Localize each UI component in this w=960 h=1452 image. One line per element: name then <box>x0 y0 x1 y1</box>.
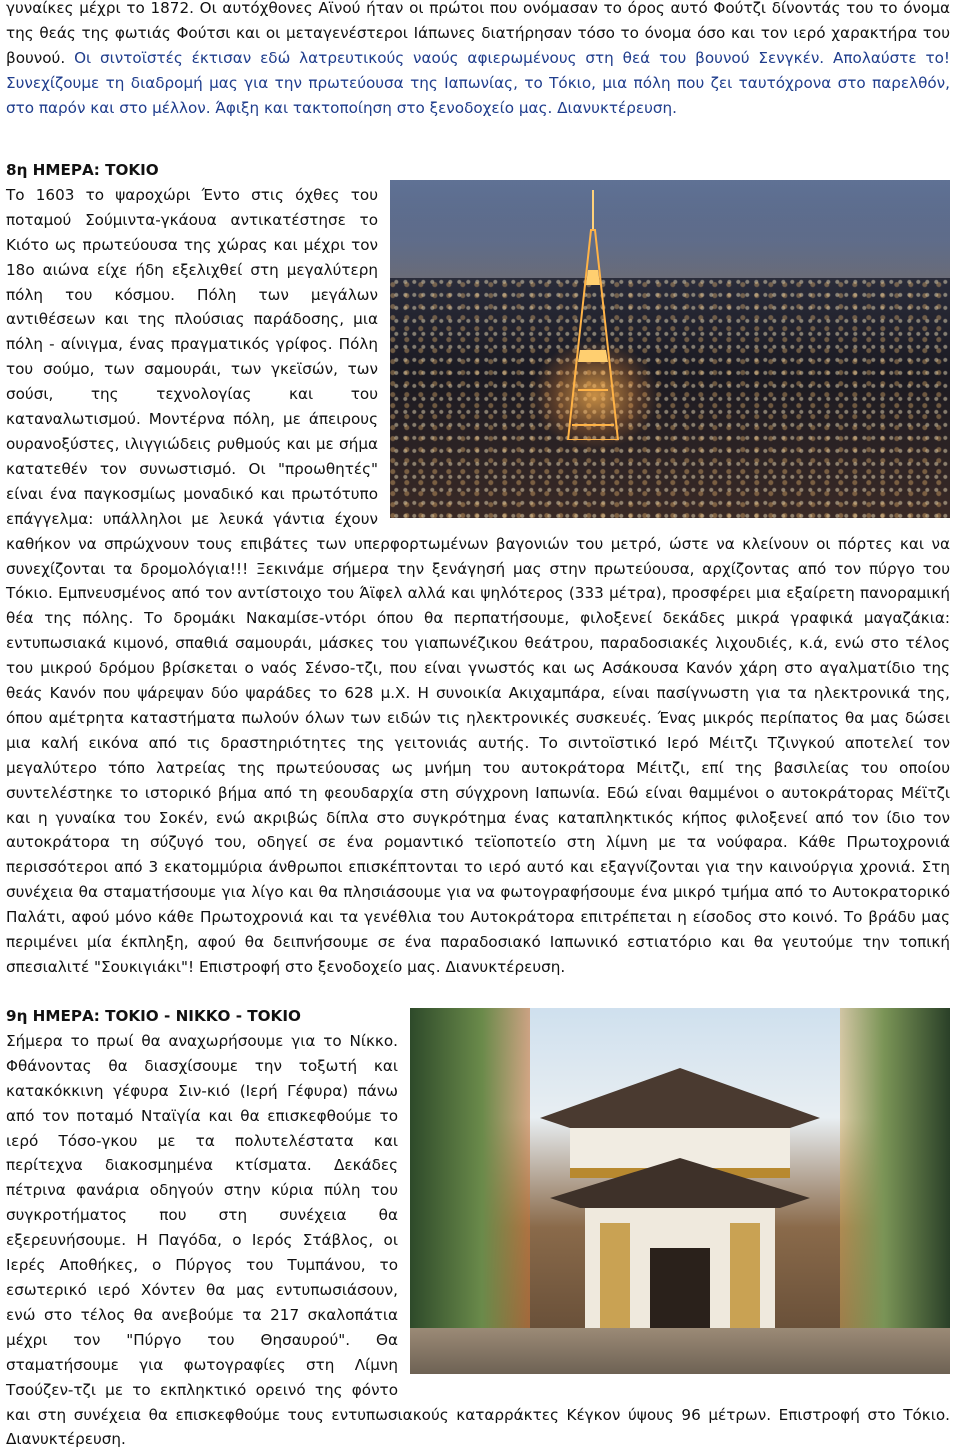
day9-text: Σήμερα το πρωί θα αναχωρήσουμε για το Νίκκο. Φθάνοντας θα διασχίσουμε την τοξωτή και κατακόκκινη γέφυρα Σιν-κιό (Ιερή Γέφυρα) πάνω από τον ποταμό Νταϊγία και θα επισκεφθούμε το ιερό Τόσο-γκου με τα πολυτελέστατα και περίτεχνα διακοσμημένα κτίσματα. Δεκάδες πέτρινα φανάρια οδηγούν στην κύρια πύλη του συγκροτήματος που στη συνέχεια θα εξερευνήσουμε. Η Παγόδα, ο Ιερός Στάβλος, οι Ιερές Αποθήκες, ο Πύργος του Τυμπάνου, το εσωτερικό ιερό Χόντεν θα μας εντυπωσιάσουν, ενώ στο τέλος θα ανεβούμε τα 217 σκαλοπάτια μέχρι τον "Πύργο του Θησαυρού". Θα σταματήσουμε για φωτογραφίες στη Λίμνη Τσούζεν-τζι με το εκπληκτικό ορεινό της φόντο και στη συνέχεια θα επισκεφθούμε τους εντυπωσιακούς καταρράκτες Κέγκον ύψους 96 μέτρων. Επιστροφή στο Τόκιο. Διανυκτέρευση. <box>6 1031 950 1449</box>
intro-text-1: γυναίκες μέχρι το 1872. Οι αυτόχθονες Αϊνού ήταν οι πρώτοι που ονόμασαν το όρος αυτό Φούτζι δίνοντάς του το όνομα της θεάς της φωτιάς Φούτσι και οι μεταγενέστεροι Ιάπωνες διατήρησαν τόσο το όνομα όσο και τον ιερό χαρακτήρα του βουνού. <box>6 0 950 67</box>
day9-section <box>6 1004 950 1452</box>
intro-text-3: Συνεχίζουμε τη διαδρομή μας για την πρωτεύουσα της Ιαπωνίας, το Τόκιο, μια πόλη που ζει ταυτόχρονα στο παρελθόν, στο παρόν και στο μέλλον. Άφιξη και τακτοποίηση στο ξενοδοχείο μας. Διανυκτέρευση. <box>6 73 950 117</box>
shrine-gate-icon <box>530 1048 830 1374</box>
day8-section <box>6 158 950 980</box>
day8-heading: 8η ΗΜΕΡΑ: ΤΟΚΙΟ <box>6 161 159 179</box>
tokyo-tower-icon <box>558 190 628 440</box>
intro-text-2: Οι σιντοϊστές έκτισαν εδώ λατρευτικούς ναούς αφιερωμένους στη θεά του βουνού Σενγκέν. Απολαύστε το! <box>74 48 951 67</box>
intro-paragraph <box>6 0 950 121</box>
day9-heading: 9η ΗΜΕΡΑ: ΤΟΚΙΟ - ΝΙΚΚΟ - ΤΟΚΙΟ <box>6 1007 301 1025</box>
intro-section <box>6 0 950 121</box>
day8-text: Το 1603 το ψαροχώρι Έντο στις όχθες του ποταμού Σούμιντα-γκάουα αντικατέστησε το Κιότο ως πρωτεύουσα της χώρας και μέχρι τον 18ο αιώνα είχε ήδη εξελιχθεί στη μεγαλύτερη πόλη του κόσμου. Πόλη των μεγάλων αντιθέσεων και της πλούσιας παράδοσης, μια πόλη - αίνιγμα, ένας πραγματικός γρίφος. Πόλη του σούμο, των σαμουράι, των γκεϊσών, των σούσι, της τεχνολογίας και του καταναλωτισμού. Μοντέρνα πόλη, με άπειρους ουρανοξύστες, ιλιγγιώδεις ρυθμούς και με σήμα κατατεθέν τον συνωστισμό. Οι "προωθητές" είναι ένα παγκοσμίως μοναδικό και πρωτότυπο επάγγελμα: υπάλληλοι με λευκά γάντια έχουν καθήκον να σπρώχνουν τους επιβάτες των υπερφορτωμένων βαγονιών του μετρό, ώστε να κλείνουν οι πόρτες και να συνεχίζονται τα δρομολόγια!!! Ξεκινάμε σήμερα την ξενάγησή μας στην πρωτεύουσα, αρχίζοντας από τον πύργο του Τόκιο. Εμπνευσμένος από τον αντίστοιχο του Άϊφελ αλλά και ψηλότερος (333 μέτρα), προσφέρει μια εξαίρετη πανοραμική θέα της πόλης. Το δρομάκι Νακαμίσε-ντόρι όπου θα περπατήσουμε, φιλοξενεί δεκάδες μικρά γραφικά μαγαζάκια: εντυπωσιακά κιμονό, σπαθιά σαμουράι, μάσκες του γιαπωνέζικου θεάτρου, παραδοσιακές λιχουδιές, κ.ά, ενώ στο τέλος του μικρού δρόμου βρίσκεται ο ναός Σένσο-τζι, που είναι γνωστός και ως Ασάκουσα Κανόν χάρη στο αγαλματίδιο της θεάς Κανόν που ψάρεψαν δύο ψαράδες το 628 μ.Χ. Η συνοικία Ακιχαμπάρα, είναι πασίγνωστη για τα ηλεκτρονικά της, όπου αμέτρητα καταστήματα πωλούν όλων των ειδών τις ηλεκτρονικές συσκευές. Ένας μικρός περίπατος θα μας δώσει μια καλή εικόνα από τις δραστηριότητες της γειτονιάς αυτής. Το σιντοϊστικό Ιερό Μέιτζι Τζινγκού αποτελεί τον μεγαλύτερο τόπο λατρείας της πρωτεύουσας ως μνήμη του αυτοκράτορα Μέιτζι, επί της βασιλείας του οποίου συντελέστηκε το ιστορικό βήμα από τη φεουδαρχία στη σύγχρονη Ιαπωνία. Εδώ είναι θαμμένοι ο αυτοκράτορας Μέϊτζι και η γυναίκα του Σοκέν, ενώ ακριβώς δίπλα στο συγκρότημα ένας καταπληκτικός κήπος φιλοξενεί από τον ίδιο τον αυτοκράτορα τη σύζυγό του, οδηγεί σε ένα ρομαντικό τεϊοποτείο στη λίμνη με τα νούφαρα. Κάθε Πρωτοχρονιά περισσότεροι από 3 εκατομμύρια άνθρωποι επισκέπτονται το ιερό αυτό και εξαγνίζονται για την καινούργια χρονιά. Στη συνέχεια θα σταματήσουμε για λίγο και θα πλησιάσουμε για να φωτογραφήσουμε ένα μικρό τμήμα από το Αυτοκρατορικό Παλάτι, αφού μόνο κάθε Πρωτοχρονιά και τα γενέθλια του Αυτοκράτορα επιτρέπεται η είσοδος στο κοινό. Το βράδυ μας περιμένει μία έκπληξη, αφού θα δειπνήσουμε σε ένα παραδοσιακό Ιαπωνικό εστιατόριο και θα γευτούμε την τοπική σπεσιαλιτέ "Σουκιγιάκι"! Επιστροφή στο ξενοδοχείο μας. Διανυκτέρευση. <box>6 185 950 976</box>
tokyo-night-photo <box>390 158 950 518</box>
nikko-gate-photo <box>410 1004 950 1374</box>
